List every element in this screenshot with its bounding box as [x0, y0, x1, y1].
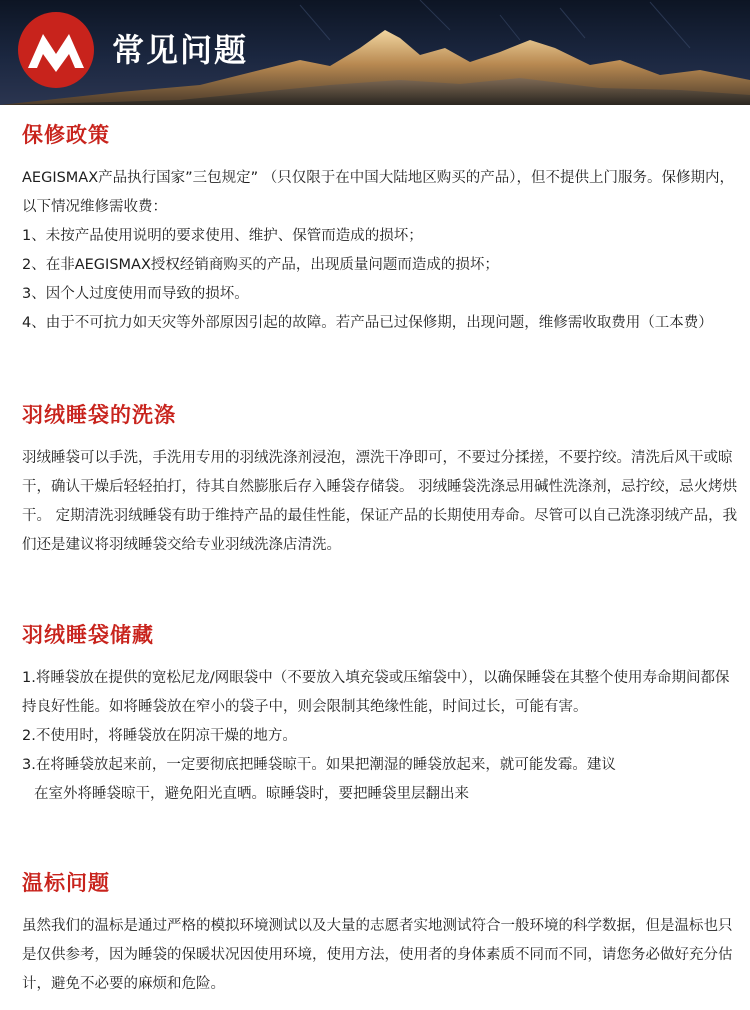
list-item: 3.在将睡袋放起来前，一定要彻底把睡袋晾干。如果把潮湿的睡袋放起来，就可能发霉。建议: [22, 757, 616, 773]
section-title: 保修政策: [22, 122, 110, 147]
paragraph: 虽然我们的温标是通过严格的模拟环境测试以及大量的志愿者实地测试符合一般环境的科学数据，但是温标也只是仅供参考，因为睡袋的保暖状况因使用环境，使用方法，使用者的身体素质不同而不同，请您务必做好充分估计，避免不必要的麻烦和危险。: [22, 918, 733, 992]
section-title: 羽绒睡袋储藏: [22, 622, 154, 647]
list-item: 2.不使用时，将睡袋放在阴凉干燥的地方。: [22, 728, 297, 744]
list-item: 1、未按产品使用说明的要求使用、维护、保管而造成的损坏；: [22, 228, 423, 244]
header-banner: [0, 0, 750, 105]
page-title: 常见问题: [112, 31, 249, 69]
list-item: 1.将睡袋放在提供的宽松尼龙/网眼袋中（不要放入填充袋或压缩袋中），以确保睡袋在其整个使用寿命期间都保持良好性能。如将睡袋放在窄小的袋子中，则会限制其绝缘性能，时间过长，可能有害。: [22, 670, 730, 715]
list-item: 3、因个人过度使用而导致的损坏。: [22, 286, 249, 302]
section-title: 羽绒睡袋的洗涤: [22, 402, 176, 427]
section-temperature-rating: [22, 868, 738, 999]
section-title: 温标问题: [22, 870, 110, 895]
section-washing: [22, 400, 738, 560]
section-storage: [22, 620, 738, 809]
list-item: 2、在非AEGISMAX授权经销商购买的产品，出现质量问题而造成的损坏；: [22, 257, 499, 273]
section-warranty-policy: [22, 120, 738, 338]
paragraph: 羽绒睡袋可以手洗，手洗用专用的羽绒洗涤剂浸泡，漂洗干净即可，不要过分揉搓，不要拧绞。清洗后风干或晾干，确认干燥后轻轻拍打，待其自然膨胀后存入睡袋存储袋。 羽绒睡袋洗涤忌用碱性洗涤剂，忌拧绞，忌火烤烘干。 定期清洗羽绒睡袋有助于维持产品的最佳性能，保证产品的长期使用寿命。尽管可以自己洗涤羽绒产品，我们还是建议将羽绒睡袋交给专业羽绒洗涤店清洗。: [22, 450, 738, 553]
list-item-continuation: 在室外将睡袋晾干，避免阳光直晒。晾睡袋时，要把睡袋里层翻出来: [34, 786, 469, 802]
paragraph: AEGISMAX产品执行国家”三包规定” （只仅限于在中国大陆地区购买的产品），但不提供上门服务。保修期内，以下情况维修需收费：: [22, 170, 735, 215]
brand-logo: [16, 10, 96, 90]
list-item: 4、由于不可抗力如天灾等外部原因引起的故障。若产品已过保修期，出现问题，维修需收取费用（工本费）: [22, 315, 713, 331]
